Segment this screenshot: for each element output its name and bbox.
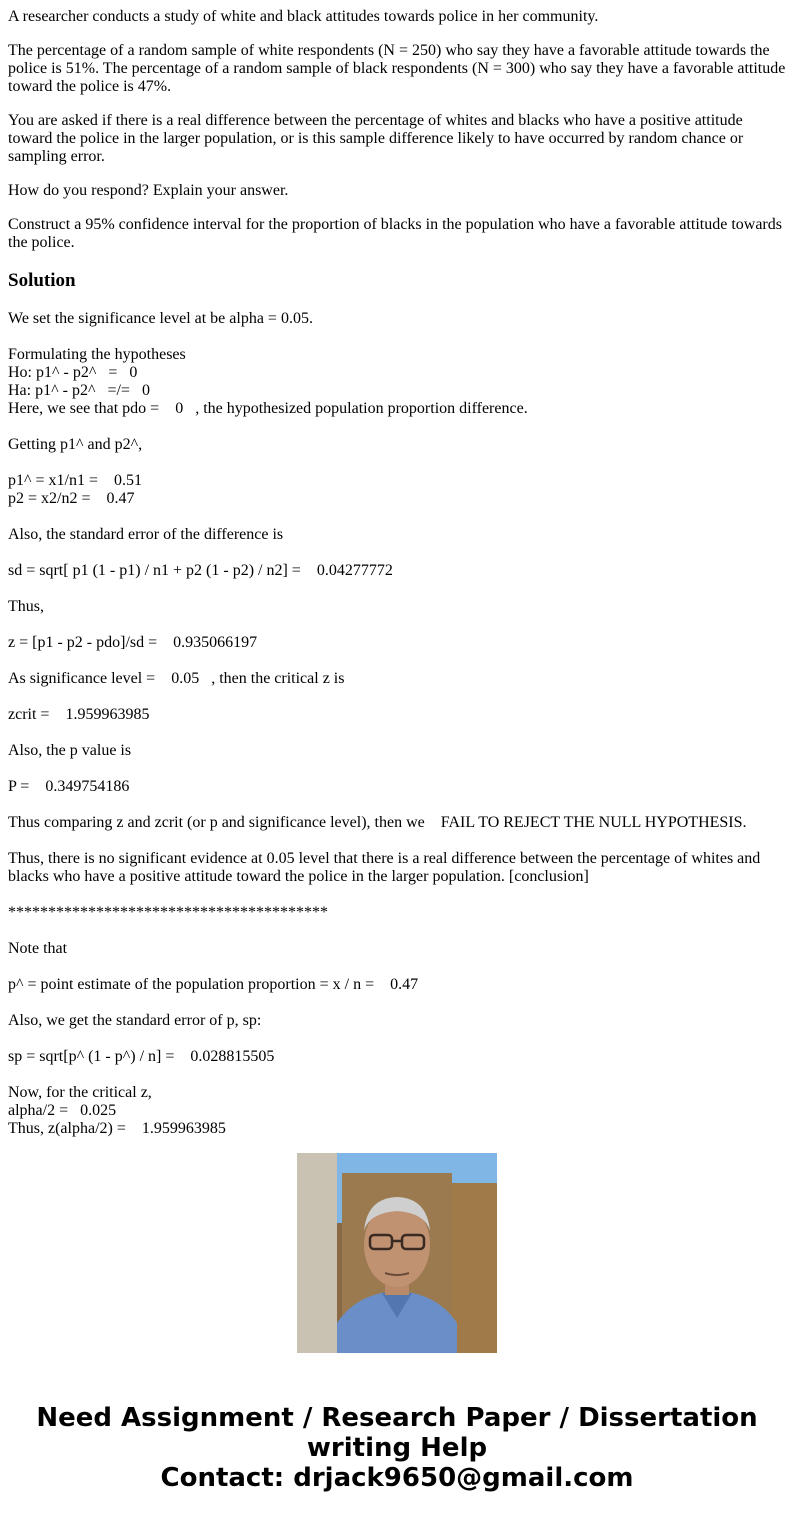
solution-line: As significance level = 0.05 , then the critical z is [8,670,345,687]
solution-line: Thus, z(alpha/2) = 1.959963985 [8,1120,226,1137]
solution-line: sd = sqrt[ p1 (1 - p1) / n1 + p2 (1 - p2) / n2] = 0.04277772 [8,562,393,579]
solution-blank-line [8,796,786,814]
person-photo-icon [297,1153,497,1353]
question-paragraph-2: The percentage of a random sample of white respondents (N = 250) who say they have a favorable attitude towards the police is 51%. The percentage of a random sample of black respondents (N = 300) who say they have a favorable attitude toward the police is 47%. [8,42,790,95]
solution-blank-line [8,652,786,670]
solution-blank-line [8,724,786,742]
solution-line: Note that [8,940,68,957]
solution-line: Getting p1^ and p2^, [8,436,143,453]
solution-line: Here, we see that pdo = 0 , the hypothesized population proportion difference. [8,400,528,417]
question-paragraph-3: You are asked if there is a real difference between the percentage of whites and blacks who have a positive attitude toward the police in the larger population, or is this sample difference likely to have occurred by random chance or sampling error. [8,112,748,165]
solution-blank-line [8,994,786,1012]
solution-line: Also, the standard error of the difference is [8,526,284,543]
question-paragraph-5: Construct a 95% confidence interval for the proportion of blacks in the population who have a favorable attitude towards the police. [8,216,786,251]
solution-line: Now, for the critical z, [8,1084,152,1101]
solution-blank-line [8,832,786,850]
solution-blank-line [8,418,786,436]
solution-line: We set the significance level at be alpha = 0.05. [8,310,313,327]
promo-banner [0,1403,794,1493]
promo-contact: Contact: drjack9650@gmail.com [160,1463,634,1493]
solution-line: Formulating the hypotheses [8,346,186,363]
question-paragraph-4: How do you respond? Explain your answer. [8,182,289,199]
question-paragraph-1: A researcher conducts a study of white and black attitudes towards police in her community. [8,8,599,25]
solution-line: Also, the p value is [8,742,132,759]
solution-line: p1^ = x1/n1 = 0.51 [8,472,142,489]
solution-line: Thus, [8,598,44,615]
solution-line: alpha/2 = 0.025 [8,1102,117,1119]
solution-line: p^ = point estimate of the population proportion = x / n = 0.47 [8,976,419,993]
solution-blank-line [8,1066,786,1084]
solution-blank-line [8,508,786,526]
solution-body [8,310,786,1138]
author-avatar [297,1153,497,1353]
solution-line: Thus, there is no significant evidence at 0.05 level that there is a real difference between the percentage of whites and blacks who have a positive attitude toward the police in the larger population. [conclusion] [8,850,765,885]
solution-heading: Solution [8,270,76,291]
solution-line: **************************************** [8,904,328,921]
solution-blank-line [8,1030,786,1048]
solution-blank-line [8,886,786,904]
promo-line-2: writing Help [306,1433,488,1463]
solution-blank-line [8,688,786,706]
solution-line: Also, we get the standard error of p, sp: [8,1012,262,1029]
solution-line: z = [p1 - p2 - pdo]/sd = 0.935066197 [8,634,258,651]
solution-blank-line [8,454,786,472]
promo-line-1: Need Assignment / Research Paper / Dissertation [36,1403,758,1433]
solution-blank-line [8,958,786,976]
solution-line: Ha: p1^ - p2^ =/= 0 [8,382,150,399]
solution-line: p2 = x2/n2 = 0.47 [8,490,135,507]
solution-line: Ho: p1^ - p2^ = 0 [8,364,138,381]
solution-blank-line [8,616,786,634]
solution-blank-line [8,922,786,940]
solution-line: Thus comparing z and zcrit (or p and significance level), then we FAIL TO REJECT THE NULL HYPOTHESIS. [8,814,747,831]
solution-line: zcrit = 1.959963985 [8,706,150,723]
solution-blank-line [8,580,786,598]
document-content [8,0,790,1137]
solution-blank-line [8,544,786,562]
solution-blank-line [8,328,786,346]
solution-line: sp = sqrt[p^ (1 - p^) / n] = 0.028815505 [8,1048,275,1065]
solution-line: P = 0.349754186 [8,778,130,795]
solution-blank-line [8,760,786,778]
